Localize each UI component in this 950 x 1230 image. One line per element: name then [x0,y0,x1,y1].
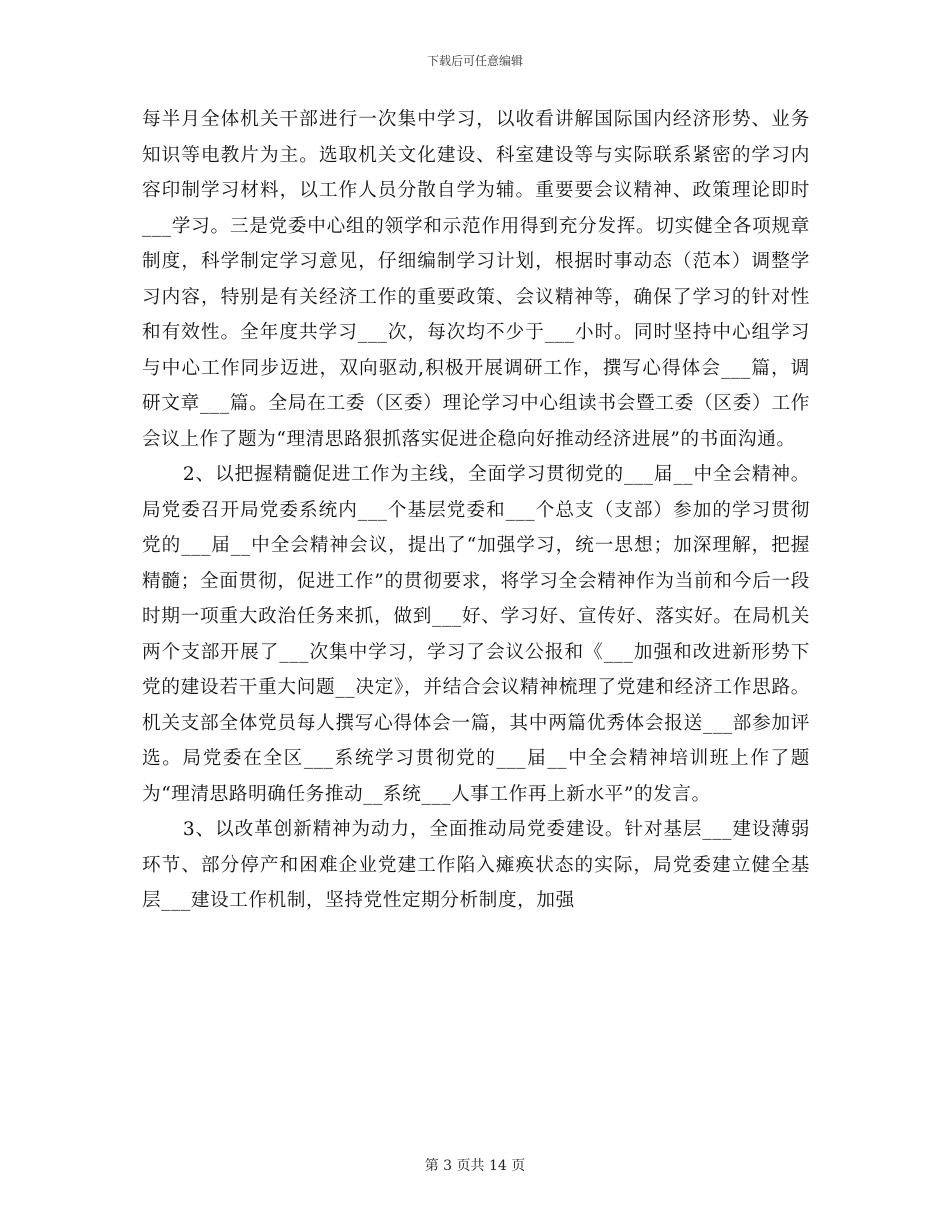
page-footer: 第 3 页共 14 页 [424,1158,526,1174]
document-body [142,102,810,919]
paragraph-2: 2、以把握精髓促进工作为主线，全面学习贯彻党的___届__中全会精神。局党委召开局党委系统内___个基层党委和___个总支（支部）参加的学习贯彻党的___届__中全会精神会议，提出了“加强学习，统一思想；加深理解，把握精髓；全面贯彻，促进工作”的贯彻要求，将学习全会精神作为当前和今后一段时期一项重大政治任务来抓，做到___好、学习好、宣传好、落实好。在局机关两个支部开展了___次集中学习，学习了会议公报和《___加强和改进新形势下党的建设若干重大问题__决定》，并结合会议精神梳理了党建和经济工作思路。机关支部全体党员每人撰写心得体会一篇，其中两篇优秀体会报送___部参加评选。局党委在全区___系统学习贯彻党的___届__中全会精神培训班上作了题为“理清思路明确任务推动__系统___人事工作再上新水平”的发言。 [142,464,810,805]
paragraph-1: 每半月全体机关干部进行一次集中学习，以收看讲解国际国内经济形势、业务知识等电教片为主。选取机关文化建设、科室建设等与实际联系紧密的学习内容印制学习材料，以工作人员分散自学为辅。重要要会议精神、政策理论即时___学习。三是党委中心组的领学和示范作用得到充分发挥。切实健全各项规章制度，科学制定学习意见，仔细编制学习计划，根据时事动态（范本）调整学习内容，特别是有关经济工作的重要政策、会议精神等，确保了学习的针对性和有效性。全年度共学习___次，每次均不少于___小时。同时坚持中心组学习与中心工作同步迈进，双向驱动,积极开展调研工作，撰写心得体会___篇，调研文章___篇。全局在工委（区委）理论学习中心组读书会暨工委（区委）工作会议上作了题为“理清思路狠抓落实促进企稳向好推动经济进展”的书面沟通。 [142,109,810,450]
page-header: 下载后可任意编辑 [426,54,523,68]
paragraph-3: 3、以改革创新精神为动力，全面推动局党委建设。针对基层___建设薄弱环节、部分停产和困难企业党建工作陷入瘫痪状态的实际，局党委建立健全基层___建设工作机制，坚持党性定期分析制度，加强 [142,819,810,911]
